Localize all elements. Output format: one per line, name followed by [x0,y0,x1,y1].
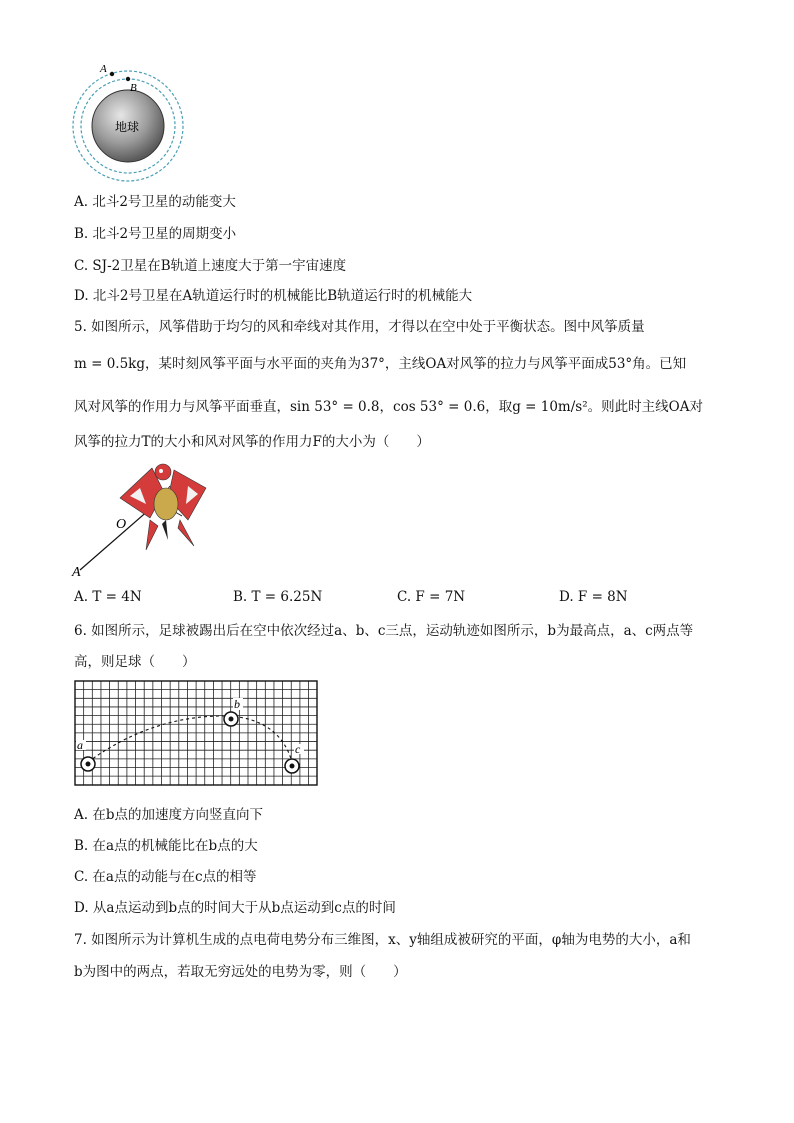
label-c-ball: c [295,742,301,756]
q5-option-b: B. T = 6.25N [233,589,323,605]
q7-stem-line1: 7. 如图所示为计算机生成的点电荷电势分布三维图，x、y轴组成被研究的平面，φ轴为电势的大小，a和 [74,932,691,948]
label-a: A [100,63,107,75]
kite-figure [70,458,220,580]
q6-stem-line2: 高，则足球（ ） [74,654,196,670]
label-a-ball: a [77,738,83,752]
q5-stem-line2: m = 0.5kg，某时刻风筝平面与水平面的夹角为37°，主线OA对风筝的拉力与风筝平面成53°角。已知 [74,356,687,372]
q5-option-a: A. T = 4N [74,589,142,605]
q5-option-d: D. F = 8N [559,589,628,605]
football-trajectory-figure [74,680,320,788]
label-b: B [130,82,137,94]
q4-option-d: D. 北斗2号卫星在A轨道运行时的机械能比B轨道运行时的机械能大 [74,288,473,304]
q7-stem-line2: b为图中的两点，若取无穷远处的电势为零，则（ ） [74,964,407,980]
ball-a [81,757,95,771]
q6-option-a: A. 在b点的加速度方向竖直向下 [74,807,263,823]
q4-option-a: A. 北斗2号卫星的动能变大 [74,194,236,210]
satellite-a [110,72,114,76]
earth-label: 地球 [115,120,140,134]
label-o: O [116,517,127,532]
kite-body [154,488,178,520]
q6-option-c: C. 在a点的动能与在c点的相等 [74,869,257,885]
ball-b [224,712,238,726]
earth-orbit-figure [60,58,200,188]
q5-option-c: C. F = 7N [397,589,466,605]
label-b-ball: b [234,697,240,711]
kite-head [155,464,171,480]
q4-option-b: B. 北斗2号卫星的周期变小 [74,226,237,242]
q6-option-b: B. 在a点的机械能比在b点的大 [74,838,258,854]
label-a-kite: A [72,565,81,580]
q5-stem-line1: 5. 如图所示，风筝借助于均匀的风和牵线对其作用，才得以在空中处于平衡状态。图中风筝质量 [74,319,645,335]
q6-stem-line1: 6. 如图所示，足球被踢出后在空中依次经过a、b、c三点，运动轨迹如图所示，b为最高点，a、c两点等 [74,623,694,639]
q4-option-c: C. SJ-2卫星在B轨道上速度大于第一宇宙速度 [74,258,347,274]
ball-c [285,759,299,773]
q5-stem-line4: 风筝的拉力T的大小和风对风筝的作用力F的大小为（ ） [74,434,430,450]
satellite-b [126,77,130,81]
q5-stem-line3: 风对风筝的作用力与风筝平面垂直，sin 53° = 0.8，cos 53° = 0.6，取g = 10m/s²。则此时主线OA对 [74,399,703,415]
q6-option-d: D. 从a点运动到b点的时间大于从b点运动到c点的时间 [74,900,396,916]
